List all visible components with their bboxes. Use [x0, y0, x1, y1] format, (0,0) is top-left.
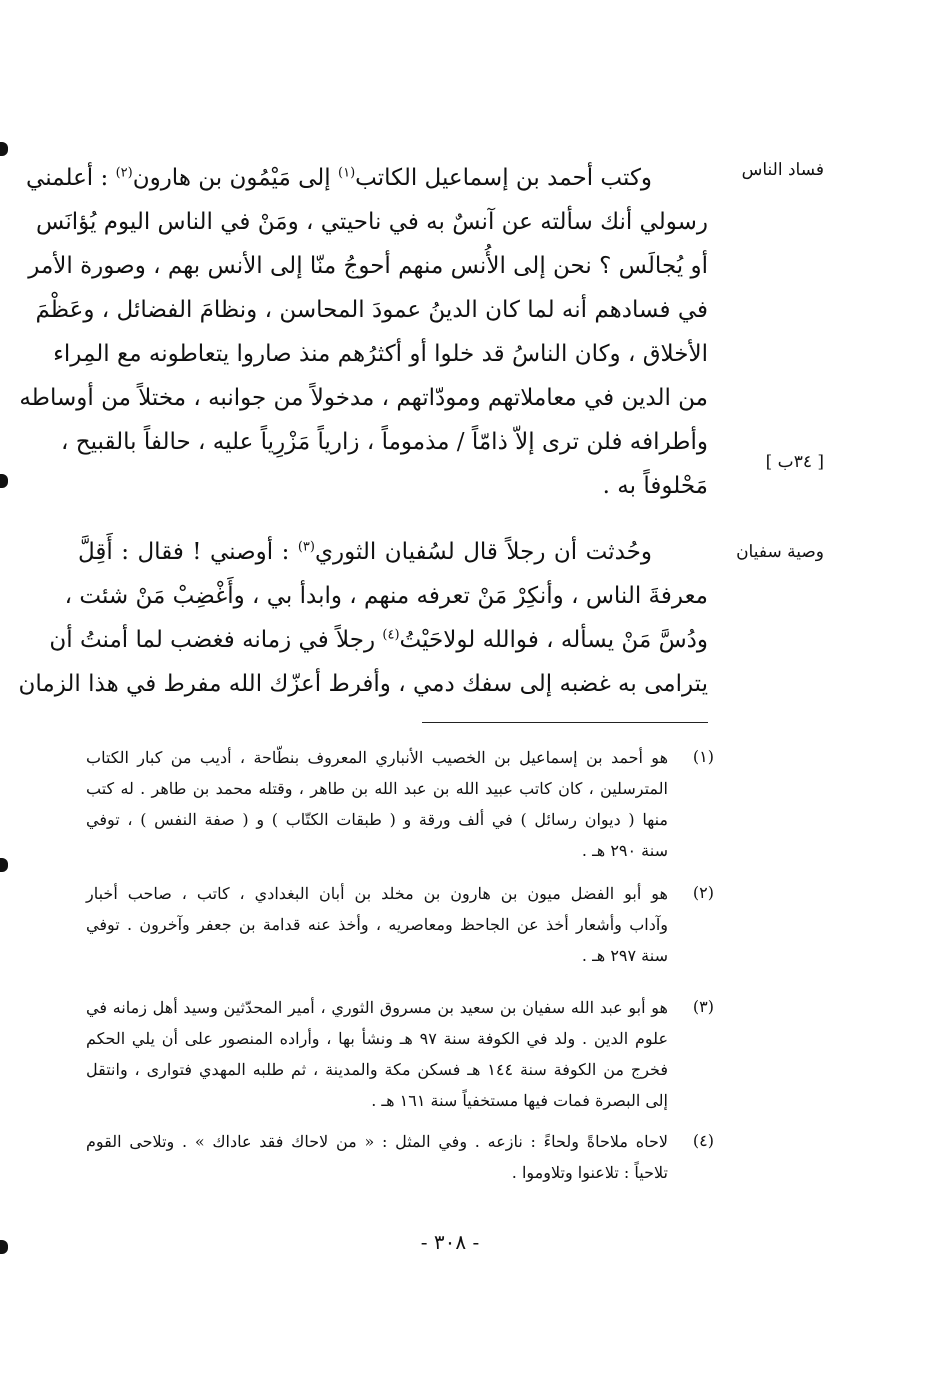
footnote-line: هو أحمد بن إسماعيل بن الخصيب الأنباري المعروف بنطّاحة ، أديب من كبار الكتاب [86, 748, 668, 767]
paragraph-line [26, 156, 708, 200]
footnote-line: لاحاه ملاحاةً ولحاءً : نازعه . وفي المثل : « من لاحاك فقد عاداك » . وتلاحى القوم [86, 1132, 668, 1151]
footnote-ref[interactable]: (١) [338, 165, 356, 181]
scan-edge-mark [0, 474, 8, 488]
footnote-text [86, 1126, 668, 1188]
paragraph-line: الأخلاق ، وكان الناسُ قد خلوا أو أكثرُهم منذ صاروا يتعاطونه مع المِراء [53, 341, 708, 367]
side-note-folio-marker: [ ٣٤ب ] [765, 452, 824, 472]
paragraph-line: رسولي أنك سألته عن آنسٌ به في ناحيتي ، ومَنْ في الناس اليوم يُؤانَس [36, 209, 708, 235]
paragraph-line: من الدين في معاملاتهم ومودّاتهم ، مدخولاً من جوانبه ، مختلاً من أوساطه [19, 385, 708, 411]
footnote-number: (٣) [692, 997, 714, 1016]
page-number: - ٣٠٨ - [420, 1230, 480, 1254]
side-note-corruption-of-people: فساد الناس [741, 160, 824, 180]
paragraph-line: وأطرافه فلن ترى إلاّ ذامّاً / مذموماً ، زارياً مَزْرِياً عليه ، حالفاً بالقبيح ، [61, 429, 708, 455]
paragraph-line-text: : أوصني ! فقال : أَقِلَّ [78, 539, 290, 565]
paragraph-line-text: : أعلمني [26, 165, 109, 191]
footnote [86, 742, 714, 866]
scan-edge-mark [0, 858, 8, 872]
paragraph-line: مَحْلوفاً به . [602, 473, 708, 499]
footnote [86, 878, 714, 971]
scan-edge-mark [0, 142, 8, 156]
footnote-line: وآداب وأشعار أخذ عن الجاحظ ومعاصريه ، وأخذ عنه قدامة بن جعفر وآخرون . توفي [86, 915, 668, 934]
paragraph-sufyan [18, 530, 708, 706]
paragraph-line: أو يُجالَس ؟ نحن إلى الأُنس منهم أحوجُ منّا إلى الأنس بهم ، وصورة الأمر [28, 253, 708, 279]
paragraph-line-text: إلى مَيْمُون بن هارون [132, 165, 331, 191]
footnote-line: هو أبو عبد الله سفيان بن سعيد بن مسروق الثوري ، أمير المحدّثين وسيد أهل زمانه في [86, 998, 668, 1017]
paragraph-corruption [19, 156, 708, 508]
footnote-text [86, 992, 668, 1116]
footnote-line: إلى البصرة فمات فيها مستخفياً سنة ١٦١ هـ . [371, 1091, 668, 1110]
footnote-number: (١) [692, 747, 714, 766]
paragraph-line [49, 618, 708, 662]
footnote-line: هو أبو الفضل ميون بن هارون بن مخلد بن أبان البغدادي ، كاتب ، صاحب أخبار [86, 884, 668, 903]
footnote-ref[interactable]: (٣) [297, 539, 315, 555]
footnote-text [86, 742, 668, 866]
paragraph-line: يترامى به غضبه إلى سفك دمي ، وأفرط أعزّك الله مفرط في هذا الزمان [18, 671, 708, 697]
paragraph-line-text: وحُدثت أن رجلاً قال لسُفيان الثوري [314, 539, 653, 565]
footnote-number: (٢) [692, 883, 714, 902]
footnote-ref[interactable]: (٤) [382, 627, 400, 643]
footnote-line: فخرج من الكوفة سنة ١٤٤ هـ فسكن مكة والمدينة ، ثم طلبه المهدي فتوارى ، وانتقل [86, 1060, 669, 1079]
footnote-line: تلاحياً : تلاعنوا وتلاوموا . [511, 1163, 668, 1182]
footnote-line: المترسلين ، كان كاتب عبيد الله بن عبد الله بن طاهر ، وقتله محمد بن طاهر . له كتب [86, 779, 668, 798]
footnote-line: سنة ٢٩٧ هـ . [581, 946, 668, 965]
paragraph-line-text: ودُسَّ مَنْ يسأله ، فوالله لولاحَيْتُ [399, 627, 708, 653]
footnote-ref[interactable]: (٢) [115, 165, 133, 181]
paragraph-line-text: وكتب أحمد بن إسماعيل الكاتب [355, 165, 652, 191]
footnote-text [86, 878, 668, 971]
footnote-line: علوم الدين . ولد في الكوفة سنة ٩٧ هـ ونشأ بها ، وأراده المنصور على أن يلي الحكم [86, 1029, 668, 1048]
footnote-line: منها ( ديوان رسائل ) في ألف ورقة و ( طبقات الكتّاب ) و ( صفة النفس ) ، توفي [86, 810, 668, 829]
footnote [86, 1126, 714, 1188]
paragraph-line [78, 530, 708, 574]
scan-edge-mark [0, 1240, 8, 1254]
footnote-line: سنة ٢٩٠ هـ . [581, 841, 668, 860]
paragraph-line: معرفةَ الناس ، وأنكِرْ مَنْ تعرفه منهم ، وابدأ بي ، وأَغْضِبْ مَنْ شئت ، [64, 583, 708, 609]
paragraph-line-text: رجلاً في زمانه فغضب لما أمنتُ أن [49, 627, 376, 653]
footnote-separator [422, 722, 708, 723]
paragraph-line: في فسادهم أنه لما كان الدينُ عمودَ المحاسن ، ونظامَ الفضائل ، وعَظْمَ [35, 297, 708, 323]
footnote-number: (٤) [692, 1131, 714, 1150]
footnote [86, 992, 714, 1116]
side-note-sufyan-advice: وصية سفيان [736, 542, 824, 562]
